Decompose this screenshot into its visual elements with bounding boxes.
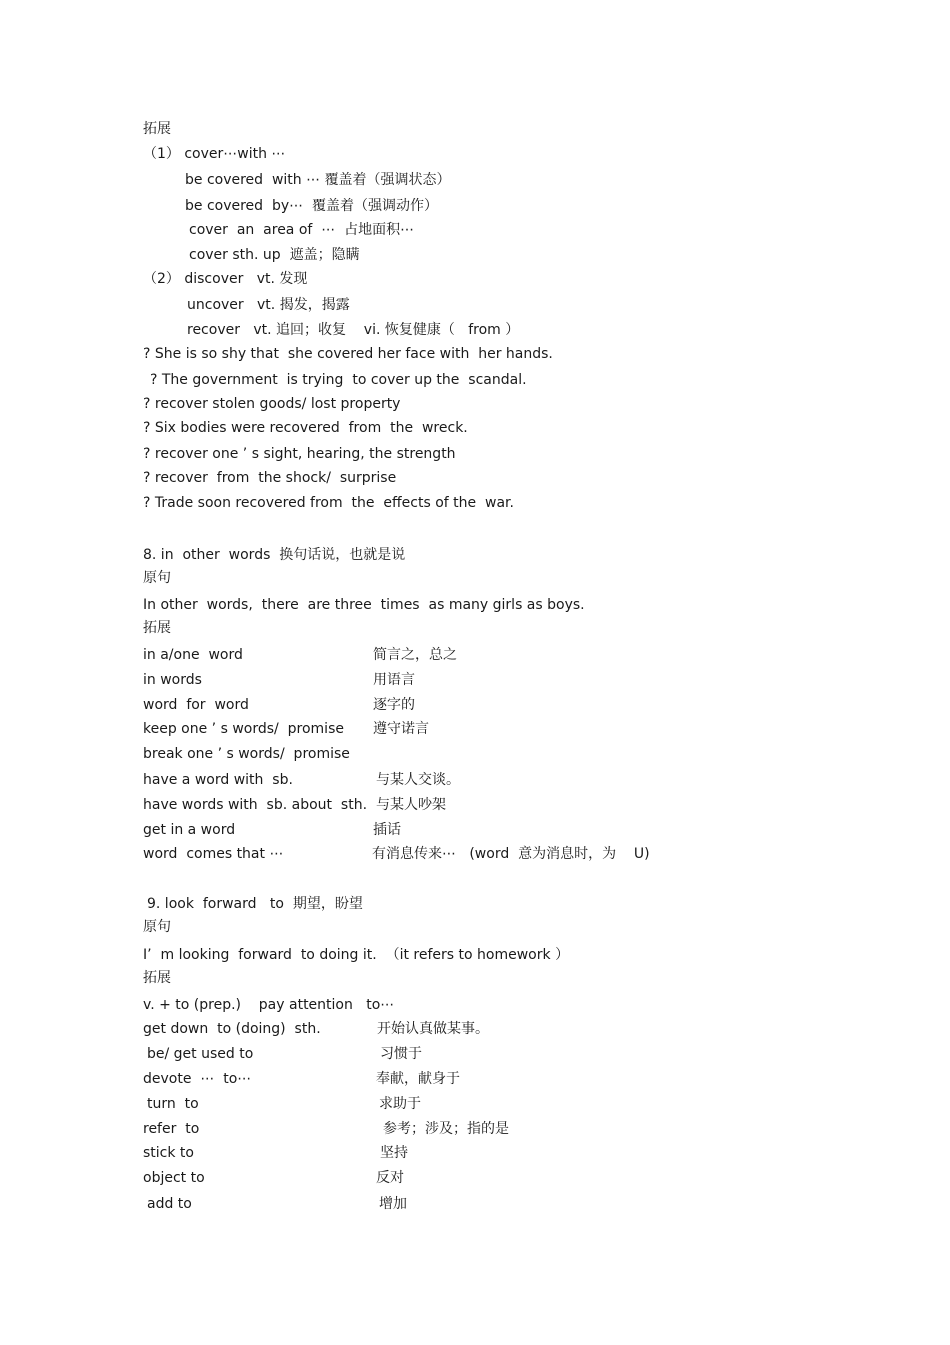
example-sentence: ? The government is trying to cover up the scandal. [150,372,527,388]
original-sentence-label: 原句 [143,570,171,586]
expansion-heading: 拓展 [143,970,171,986]
phrase: stick to [143,1145,194,1161]
phrase-meaning: 与某人交谈。 [376,772,460,788]
phrase-meaning: 习惯于 [380,1046,422,1062]
text-line: be covered with ⋯ 覆盖着（强调状态） [185,172,451,188]
original-sentence: In other words, there are three times as many girls as boys. [143,597,585,613]
phrase: get in a word [143,822,236,838]
phrase: word for word [143,697,249,713]
phrase: have words with sb. about sth. [143,797,368,813]
phrase: word comes that ⋯ [143,846,284,862]
phrase: in words [143,672,202,688]
phrase-meaning: 与某人吵架 [376,797,446,813]
phrase: object to [143,1170,205,1186]
phrase-meaning: 求助于 [379,1096,421,1112]
phrase: devote ⋯ to⋯ [143,1071,252,1087]
phrase-meaning: 开始认真做某事。 [377,1021,489,1037]
phrase: be/ get used to [147,1046,254,1062]
phrase: in a/one word [143,647,243,663]
text-line: （2） discover vt. 发现 [143,271,308,287]
phrase: keep one ’ s words/ promise [143,721,344,737]
phrase-meaning: 用语言 [373,672,415,688]
phrase-meaning: 遵守诺言 [373,721,429,737]
example-sentence: ? recover one ’ s sight, hearing, the strength [143,446,456,462]
phrase-meaning: 增加 [379,1196,407,1212]
section-8-title: 8. in other words 换句话说，也就是说 [143,547,406,563]
expansion-heading: 拓展 [143,620,171,636]
text-line: be covered by⋯ 覆盖着（强调动作） [185,198,439,214]
text-line: recover vt. 追回；收复 vi. 恢复健康（ from ） [187,322,520,338]
original-sentence: I’ m looking forward to doing it. （it refers to homework ） [143,947,570,963]
phrase-meaning: 逐字的 [373,697,415,713]
example-sentence: ? Trade soon recovered from the effects of the war. [143,495,514,511]
phrase-meaning: 坚持 [380,1145,408,1161]
phrase-meaning: 参考；涉及；指的是 [383,1121,509,1137]
phrase: get down to (doing) sth. [143,1021,321,1037]
phrase-meaning: 有消息传来⋯ (word 意为消息时，为 U) [372,846,650,862]
phrase: break one ’ s words/ promise [143,746,350,762]
phrase: refer to [143,1121,200,1137]
text-line: cover an area of ⋯ 占地面积⋯ [189,222,415,238]
example-sentence: ? recover from the shock/ surprise [143,470,397,486]
phrase-meaning: 插话 [373,822,401,838]
example-sentence: ? She is so shy that she covered her face with her hands. [143,346,553,362]
phrase-meaning: 奉献，献身于 [376,1071,460,1087]
text-line: cover sth. up 遮盖；隐瞒 [189,247,360,263]
example-sentence: ? recover stolen goods/ lost property [143,396,401,412]
text-line: （1） cover⋯with ⋯ [143,146,286,162]
phrase: turn to [147,1096,199,1112]
example-sentence: ? Six bodies were recovered from the wreck. [143,420,468,436]
original-sentence-label: 原句 [143,919,171,935]
phrase: add to [147,1196,192,1212]
text-line: v. + to (prep.) pay attention to⋯ [143,997,395,1013]
section-9-title: 9. look forward to 期望，盼望 [147,896,363,912]
expansion-heading: 拓展 [143,121,171,137]
phrase-meaning: 简言之，总之 [373,647,457,663]
text-line: uncover vt. 揭发，揭露 [187,297,350,313]
phrase-meaning: 反对 [376,1170,404,1186]
phrase: have a word with sb. [143,772,293,788]
